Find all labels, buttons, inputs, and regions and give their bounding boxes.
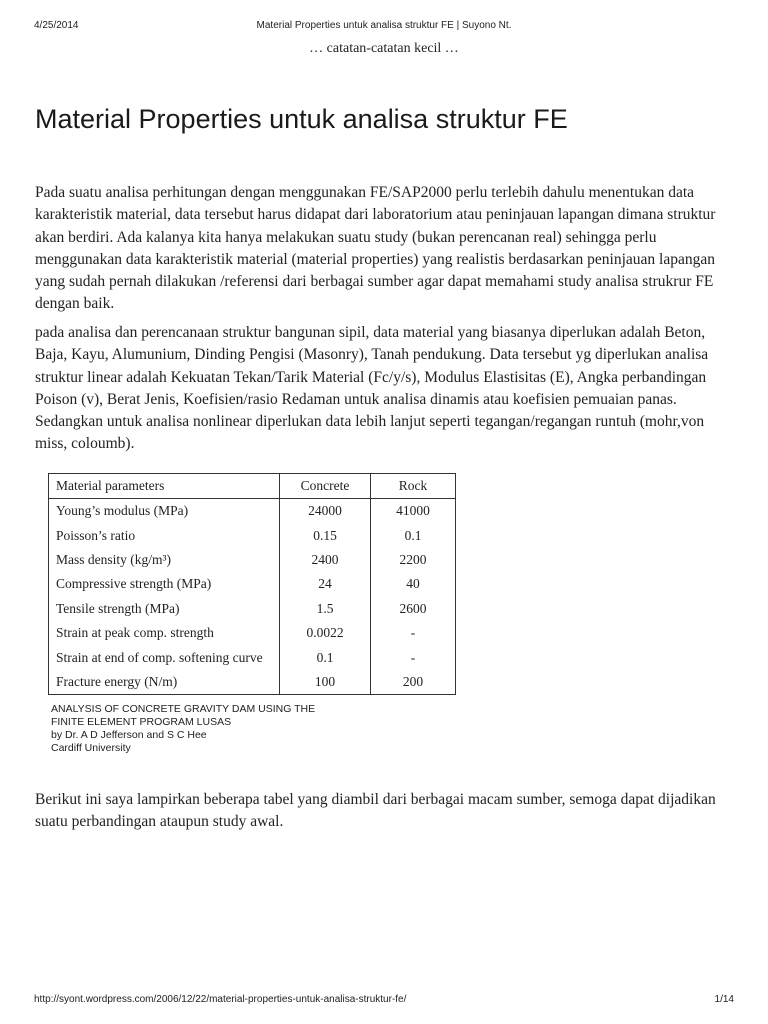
table-cell: - xyxy=(410,625,416,641)
table-cell: Young’s modulus (MPa) xyxy=(49,499,280,524)
table-header-cell: Rock xyxy=(371,474,456,499)
table-caption xyxy=(51,703,315,755)
post-paragraph-3: Berikut ini saya lampirkan beberapa tabel yang diambil dari berbagai macam sumber, semoga dapat dijadikan suatu perbandingan ataupun study awal. xyxy=(35,791,716,831)
table-row xyxy=(49,499,456,524)
table-header-row xyxy=(49,474,456,499)
material-properties-table xyxy=(48,473,456,695)
post-paragraph-2: pada analisa dan perencanaan struktur bangunan sipil, data material yang biasanya diperlukan adalah Beton, Baja, Kayu, Alumunium, Dinding Pengisi (Masonry), Tanah pendukung. Data tersebut yg diperlukan analisa struktur linear adalah Kekuatan Tekan/Tarik Material (Fc/y/s), Modulus Elastisitas (E), Angka perbandingan Poison (v), Berat Jenis, Koefisien/rasio Redaman untuk analisa dinamis atau koefisien pemuaian panas. Sedangkan untuk analisa nonlinear diperlukan data lebih lanjut seperti tegangan/regangan runtuh (mohr,von miss, coloumb). xyxy=(35,324,709,453)
caption-line: Cardiff University xyxy=(51,742,131,754)
table-cell: Mass density (kg/m³) xyxy=(49,548,280,572)
table-cell: Poisson’s ratio xyxy=(49,523,280,547)
table-cell: Compressive strength (MPa) xyxy=(49,572,280,596)
print-header-date: 4/25/2014 xyxy=(34,20,79,31)
table-cell: 0.0022 xyxy=(280,621,371,645)
table-row xyxy=(49,621,456,645)
table-cell: 2400 xyxy=(280,548,371,572)
post-title: Material Properties untuk analisa struktur FE xyxy=(35,104,568,134)
table-cell: Fracture energy (N/m) xyxy=(49,670,280,695)
table-row xyxy=(49,645,456,669)
caption-line: FINITE ELEMENT PROGRAM LUSAS xyxy=(51,716,232,728)
table-row xyxy=(49,572,456,596)
table-cell: 24000 xyxy=(280,499,371,524)
table-cell: - xyxy=(410,649,416,665)
post-paragraph-1: Pada suatu analisa perhitungan dengan menggunakan FE/SAP2000 perlu terlebih dahulu menentukan data karakteristik material, data tersebut harus didapat dari laboratorium atau peninjauan lapangan dimana struktur akan berdiri. Ada kalanya kita hanya melakukan suatu study (bukan perencanan real) sehingga perlu menggunakan data karakteristik material (material properties) yang realistis berdasarkan peninjauan lapangan yang sudah pernah dilakukan /referensi dari berbagai sumber agar dapat memahami study analisa strukrur FE dengan baik. xyxy=(35,184,716,313)
caption-line: by Dr. A D Jefferson and S C Hee xyxy=(51,729,207,741)
table-cell: Strain at end of comp. softening curve xyxy=(49,645,280,669)
blog-tagline: … catatan-catatan kecil … xyxy=(309,41,459,56)
table-header-cell: Material parameters xyxy=(49,474,280,499)
table-cell: 100 xyxy=(280,670,371,695)
table-cell: 0.1 xyxy=(280,645,371,669)
table-row xyxy=(49,523,456,547)
table-cell: Strain at peak comp. strength xyxy=(49,621,280,645)
table-cell: 2200 xyxy=(399,551,427,567)
table-cell: 0.15 xyxy=(280,523,371,547)
table-cell: 200 xyxy=(402,673,424,689)
table-cell: 2600 xyxy=(399,600,427,616)
table-cell: Tensile strength (MPa) xyxy=(49,597,280,621)
table-cell: 1.5 xyxy=(280,597,371,621)
caption-line: ANALYSIS OF CONCRETE GRAVITY DAM USING THE xyxy=(51,703,316,715)
print-footer-page-number: 1/14 xyxy=(714,994,734,1005)
table-row xyxy=(49,548,456,572)
table-cell: 40 xyxy=(406,576,420,592)
table-cell: 41000 xyxy=(396,503,430,519)
table-header-cell: Concrete xyxy=(280,474,371,499)
table-row xyxy=(49,597,456,621)
table-cell: 24 xyxy=(280,572,371,596)
print-footer-url: http://syont.wordpress.com/2006/12/22/material-properties-untuk-analisa-struktur-fe/ xyxy=(34,994,407,1005)
table-cell: 0.1 xyxy=(404,527,422,543)
table-row xyxy=(49,670,456,695)
print-header-title: Material Properties untuk analisa struktur FE | Suyono Nt. xyxy=(256,20,512,31)
